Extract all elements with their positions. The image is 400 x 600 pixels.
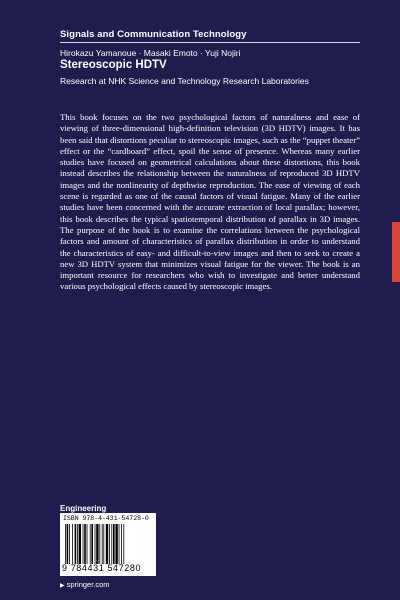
barcode-icon [63,524,153,564]
barcode-bar [99,524,100,564]
publisher-website[interactable] [60,580,110,589]
barcode-bar [106,524,108,564]
book-title: Stereoscopic HDTV [60,59,167,71]
barcode-bar [123,524,124,564]
book-subtitle: Research at NHK Science and Technology Research Laboratories [60,76,309,86]
isbn-text: ISBN 978-4-431-54728-0 [63,515,149,522]
series-title: Signals and Communication Technology [60,29,247,40]
barcode-bar [84,524,86,564]
barcode-box [60,513,156,576]
barcode-bar [90,524,91,564]
header-divider [60,42,360,43]
barcode-bar [69,524,70,564]
barcode-bar [87,524,88,564]
barcode-bar [111,524,112,564]
website-label: springer.com [66,580,110,589]
barcode-bar [115,524,117,564]
barcode-bar [113,524,115,564]
barcode-bar [109,524,110,564]
side-color-tab [392,222,400,282]
barcode-number: 9 784431 547280 [62,563,142,573]
barcode-bar [102,524,103,564]
authors: Hirokazu Yamanoue · Masaki Emoto · Yuji Nojiri [60,48,241,58]
barcode-bar [91,524,93,564]
barcode-bar [95,524,96,564]
barcode-bar [65,524,66,564]
barcode-bar [77,524,78,564]
barcode-bar [72,524,73,564]
barcode-bar [103,524,104,564]
barcode-bar [67,524,69,564]
subject-category: Engineering [60,504,107,513]
barcode-bar [119,524,120,564]
barcode-bar [121,524,122,564]
book-description: This book focuses on the two psychological factors of naturalness and ease of viewing of three-dimensional high-definition television (3D HDTV) images. It has been said that distortions peculiar to stereoscopic images, such as the “puppet theater” effect or the “cardboard” effect, spoil the sense of presence. Whereas many earlier studies have focused on geometrical calculations about these distortions, this book instead describes the relationship between the naturalness of reproduced 3D HDTV images and the nonlinearity of depthwise reproduction. The ease of viewing of each scene is regarded as one of the causal factors of visual fatigue. Many of the earlier studies have been concerned with the accurate extraction of local parallax; however, this book describes the typical spatiotemporal distribution of parallax in 3D images. The purpose of the book is to examine the correlations between the psychological factors and amount of characteristics of parallax distribution in order to understand the characteristics of easy- and difficult-to-view images and then to seek to create a new 3D HDTV system that minimizes visual fatigue for the viewer. The book is an important resource for researchers who wish to investigate and better understand various psychological effects caused by stereoscopic images. [60,112,360,292]
barcode-bar [96,524,98,564]
barcode-bar [83,524,84,564]
barcode-bar [79,524,81,564]
arrow-right-icon: ▶ [60,583,65,589]
barcode-bar [75,524,77,564]
